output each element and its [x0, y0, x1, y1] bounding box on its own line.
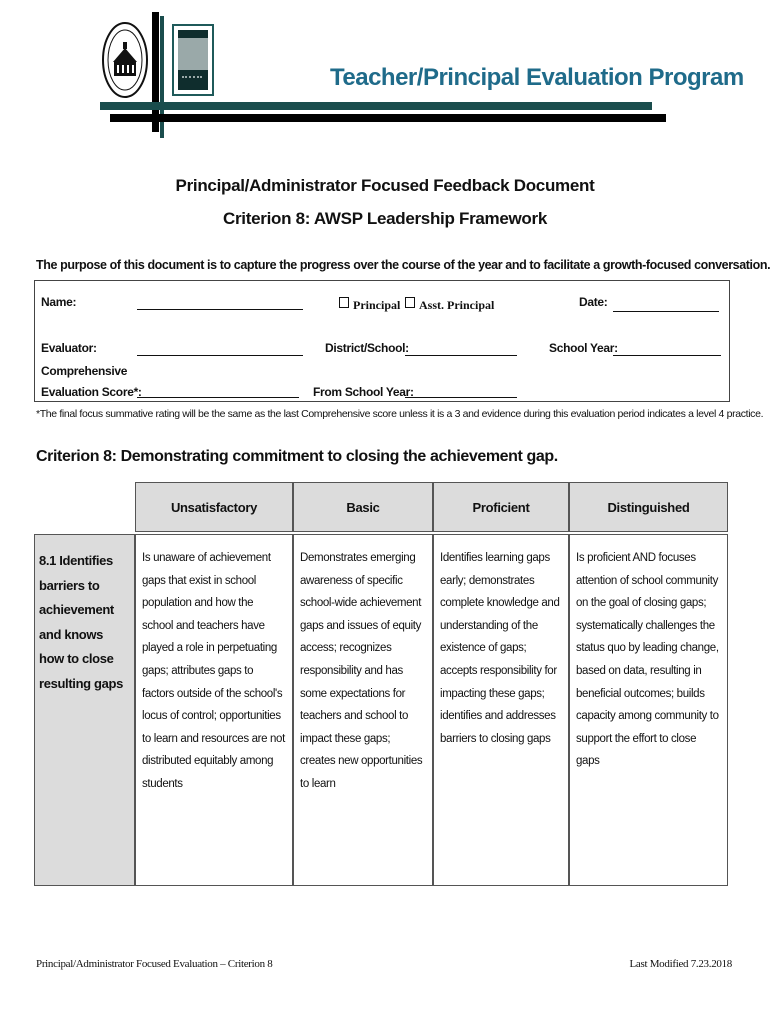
unsatisfactory-cell: Is unaware of achievement gaps that exist in school population and how the school and teachers have played a role in perpetuating gaps; attributes gaps to factors outside of the school's locus of control; opportunities to learn and resources are not distributed equitably among students [135, 534, 293, 886]
footer-document-name: Principal/Administrator Focused Evaluation – Criterion 8 [36, 958, 273, 970]
rubric-table [34, 482, 728, 886]
district-school-field[interactable] [405, 355, 517, 356]
date-label: Date: [579, 295, 608, 309]
asst-principal-checkbox[interactable] [405, 297, 415, 308]
header-basic: Basic [293, 482, 433, 532]
header-proficient: Proficient [433, 482, 569, 532]
from-school-year-label: From School Year: [313, 385, 414, 399]
date-field[interactable] [613, 311, 719, 312]
state-seal-icon [101, 20, 149, 100]
header-accent-rule [100, 102, 652, 110]
score-footnote: *The final focus summative rating will be the same as the last Comprehensive score unless it is a 3 and evidence during this evaluation period indicates a level 4 practice. [36, 408, 764, 420]
evaluation-score-label: Evaluation Score*: [41, 385, 142, 399]
asst-principal-checkbox-label: Asst. Principal [419, 298, 495, 312]
principal-checkbox-label: Principal [353, 298, 401, 312]
indicator-cell: 8.1 Identifies barriers to achievement and knows how to close resulting gaps [34, 534, 135, 886]
proficient-cell: Identifies learning gaps early; demonstrates complete knowledge and understanding of the existence of gaps; accepts responsibility for impacting these gaps; identifies and addresses barriers to closing gaps [433, 534, 569, 886]
basic-cell: Demonstrates emerging awareness of specific school-wide achievement gaps and issues of equity access; recognizes responsibility and has some expectations for teachers and school to impact these gaps; creates new opportunities to learn [293, 534, 433, 886]
comprehensive-label: Comprehensive [41, 364, 128, 378]
document-title: Principal/Administrator Focused Feedback Document [175, 176, 595, 195]
school-year-field[interactable] [613, 355, 721, 356]
evaluation-info-box [34, 280, 730, 402]
program-title: Teacher/Principal Evaluation Program [330, 64, 744, 91]
name-label: Name: [41, 295, 77, 309]
evaluation-score-field[interactable] [137, 397, 299, 398]
evaluator-label: Evaluator: [41, 341, 97, 355]
purpose-statement: The purpose of this document is to capture the progress over the course of the year and to facilitate a growth-focused conversation. [36, 258, 770, 272]
from-school-year-field[interactable] [405, 397, 517, 398]
name-field[interactable] [137, 309, 303, 310]
distinguished-cell: Is proficient AND focuses attention of school community on the goal of closing gaps; systematically challenges the status quo by leading change, based on data, resulting in beneficial outcomes; builds capacity among community to support the effort to close gaps [569, 534, 728, 886]
document-subtitle: Criterion 8: AWSP Leadership Framework [223, 209, 547, 228]
criterion-heading: Criterion 8: Demonstrating commitment to closing the achievement gap. [36, 448, 558, 465]
footer-last-modified: Last Modified 7.23.2018 [629, 958, 732, 970]
header-black-rule [110, 114, 666, 122]
district-school-label: District/School: [325, 341, 409, 355]
principal-checkbox[interactable] [339, 297, 349, 308]
header-distinguished: Distinguished [569, 482, 728, 532]
header-unsatisfactory: Unsatisfactory [135, 482, 293, 532]
program-logo-icon [172, 24, 214, 96]
school-year-label: School Year: [549, 341, 618, 355]
evaluator-field[interactable] [137, 355, 303, 356]
